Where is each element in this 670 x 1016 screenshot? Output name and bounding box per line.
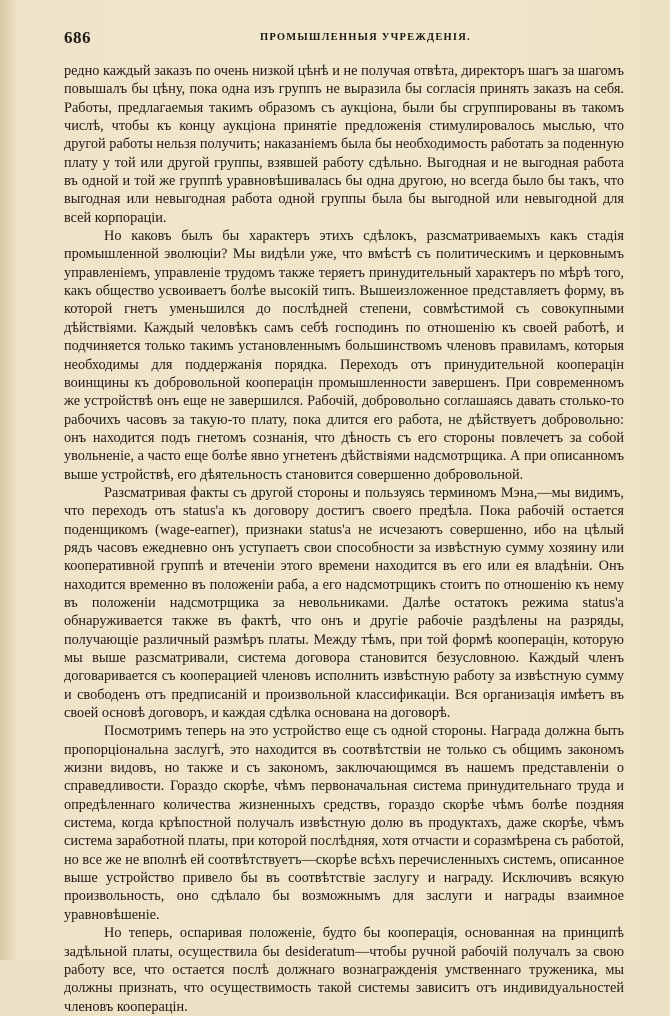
paragraph-3: Разсматривая факты съ другой стороны и пользуясь терминомъ Мэна,—мы видимъ, что переходъ отъ status'а къ договору достигъ своего предѣла. Пока рабочій остается поденщикомъ (wage-earner), признаки status'а не исчезаютъ совершенно, ибо на цѣлый рядъ часовъ ежедневно онъ уступаетъ свои способности за извѣстную сумму хозяину или кооперативной группѣ и втеченіи этого времени находится въ его или ея владѣніи. Онъ находится временно въ положеніи раба, а его надсмотрщикъ стоитъ по отношенію къ нему въ положеніи надсмотрщика за невольниками. Далѣе остатокъ режима status'а обнаруживается также въ фактѣ, что онъ и другіе рабочіе раздѣлены на разряды, получающіе различный размѣръ платы. Между тѣмъ, при той формѣ кооперацін, которую мы выше разсматривали, система договора становится безусловною. Каждый членъ договаривается съ кооперацией членовъ исполнить извѣстную работу за извѣстную сумму и свободенъ отъ предписаній и произвольной классификаціи. Вся организація имѣетъ въ своей основѣ договоръ, и каждая сдѣлка основана на договорѣ. <box>64 484 624 722</box>
paragraph-1: редно каждый заказъ по очень низкой цѣнѣ и не получая отвѣта, директоръ шагъ за шагомъ повышалъ бы цѣну, пока одна изъ группъ не выразила бы согласія принять заказъ на себя. Работы, предлагаемыя такимъ образомъ съ аукціона, были бы сгруппированы въ такомъ числѣ, чтобы къ концу аукціона принятіе предложенія стимулировалось мыслью, что другой работы нельзя получить; наказаніемъ была бы необходимость работать за поденную плату у той или другой группы, взявшей работу сдѣльно. Выгодная и не выгодная работа въ одной и той же группѣ уравновѣшивалась бы одна другою, но всегда было бы такъ, что выгодная или невыгодная работа одной группы была бы выгодной или невыгодной для всей корпораціи. <box>64 63 624 226</box>
page-number: 686 <box>64 28 91 47</box>
paragraph-4: Посмотримъ теперь на это устройство еще съ одной стороны. Награда должна быть пропорціональна заслугѣ, это находится въ соотвѣтствіи не только съ общимъ закономъ жизни видовъ, но также и съ закономъ, заключающимся въ нашемъ представленіи о справедливости. Гораздо скорѣе, чѣмъ первоначальная система принудительнаго труда и опредѣленнаго количества жизненныхъ средствъ, гораздо скорѣе чѣмъ болѣе поздняя система, когда крѣпостной получалъ извѣстную долю въ продуктахъ, даже скорѣе, чѣмъ система заработной платы, при которой послѣдняя, хотя отчасти и соразмѣрена съ работой, но все же не вполнѣ ей соотвѣтствуетъ—скорѣе всѣхъ перечисленныхъ системъ, описанное выше устройство привело бы въ соотвѣтствіе заслугу и награду. Исключивъ всякую произвольность, оно сдѣлало бы возможнымъ для заслуги и награды взаимное уравновѣшеніе. <box>64 723 624 923</box>
body-text <box>64 62 624 1016</box>
paragraph-5: Но теперь, оспаривая положеніе, будто бы кооперація, основанная на принципѣ задѣльной платы, осуществила бы desideratum—чтобы ручной рабочій получалъ за свою работу все, что остается послѣ должнаго вознагражденія умственнаго труженика, мы должны признать, что осуществимость такой системы зависитъ отъ индивидуальностей членовъ кооперацін. <box>64 925 624 1015</box>
running-title: ПРОМЫШЛЕННЫЯ УЧРЕЖДЕНІЯ. <box>260 32 471 43</box>
paragraph-2: Но каковъ былъ бы характеръ этихъ сдѣлокъ, разсматриваемыхъ какъ стадія промышленной эволюціи? Мы видѣли уже, что вмѣстѣ съ политическимъ и церковнымъ управленіемъ, управленіе трудомъ также теряетъ принудительный характеръ по мѣрѣ того, какъ общество усвоиваетъ болѣе высокій типъ. Вышеизложенное представляетъ форму, въ которой гнетъ уменьшился до послѣдней степени, совмѣстимой съ совокупными дѣйствіями. Каждый человѣкъ самъ себѣ господинъ по отношенію къ своей работѣ, и подчиняется только такимъ установленнымъ большинствомъ членовъ правиламъ, которыя необходимы для поддержанія порядка. Переходъ отъ принудительной кооперацін воинщины къ добровольной кооперацін промышленности завершенъ. При современномъ же устройствѣ онъ еще не завершился. Рабочій, добровольно соглашаясь давать столько-то рабочихъ часовъ за такую-то плату, пока длится его работа, не дѣйствуетъ добровольно: онъ находится подъ гнетомъ сознанія, что дѣность съ его стороны повлечетъ за собой увольненіе, а часто еще болѣе явно угнетенъ дѣйствіями надсмотрщика. А при описанномъ выше устройствѣ, его дѣятельность становится совершенно добровольной. <box>64 228 624 483</box>
page-header <box>64 28 626 48</box>
